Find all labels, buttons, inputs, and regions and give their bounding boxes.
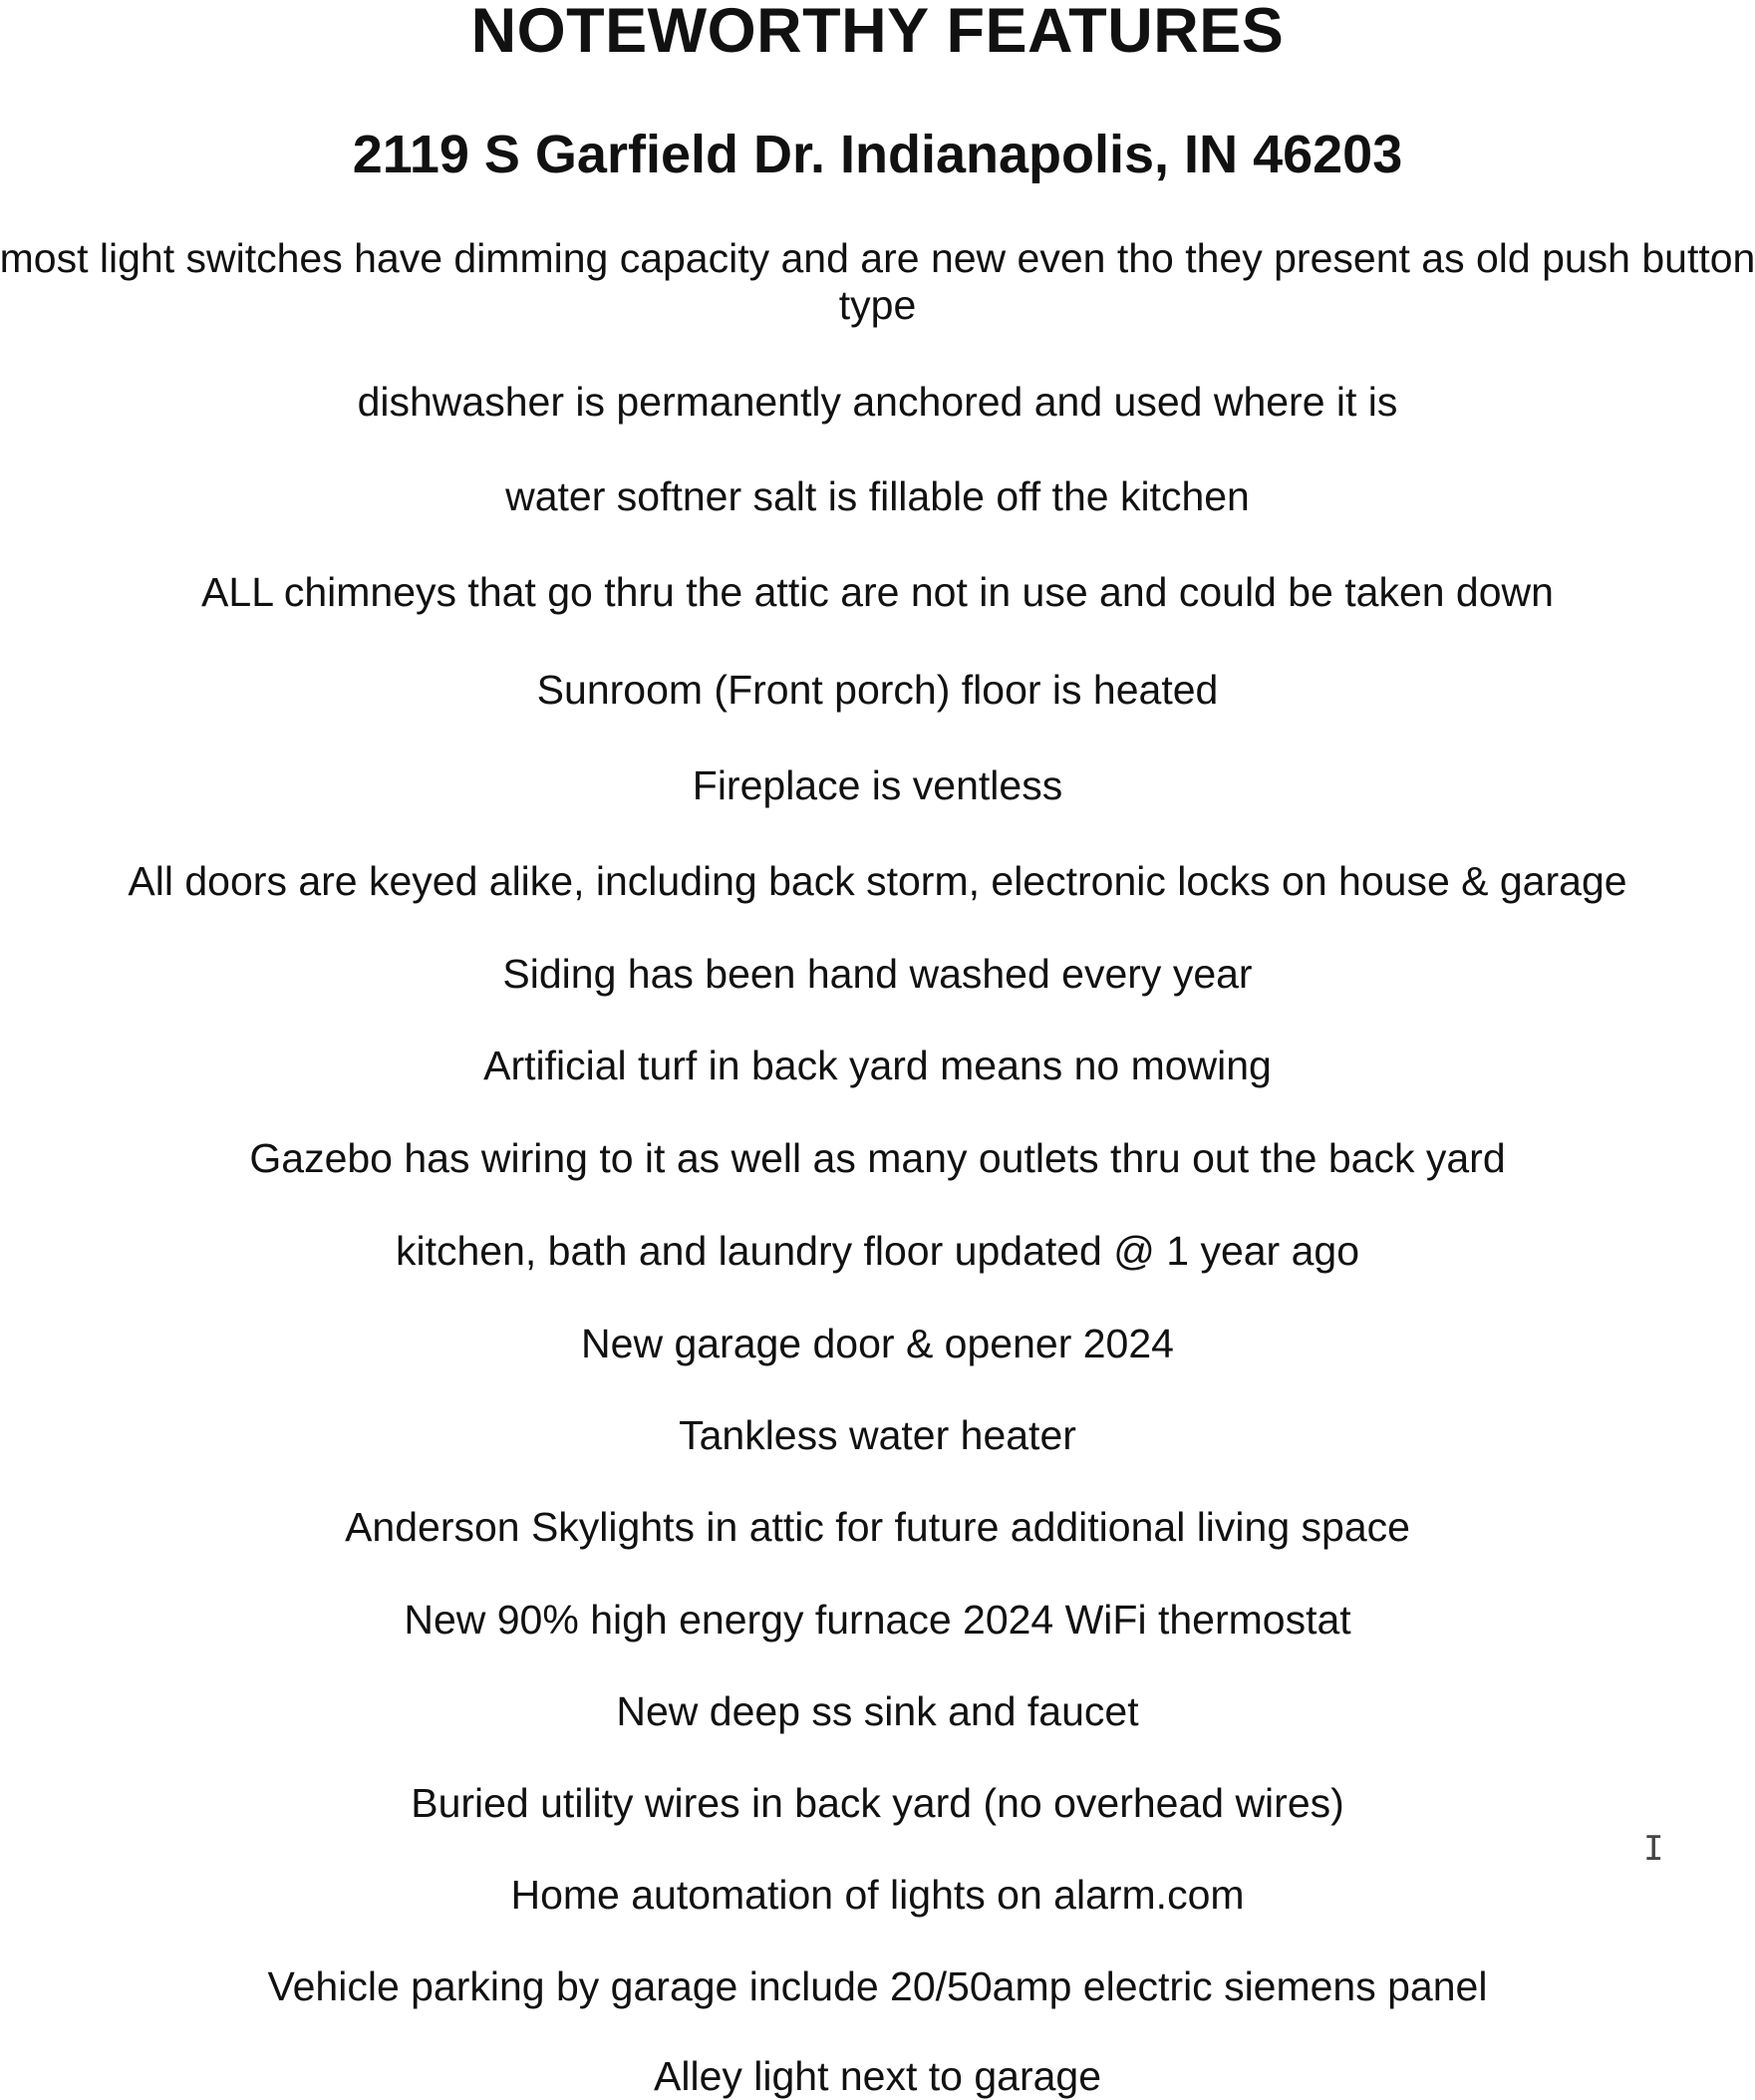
feature-item-home-automation: Home automation of lights on alarm.com xyxy=(510,1872,1245,1918)
feature-item-vehicle-parking: Vehicle parking by garage include 20/50amp electric siemens panel xyxy=(267,1963,1488,2009)
feature-item-alley-light: Alley light next to garage xyxy=(654,2053,1101,2099)
feature-item-fireplace: Fireplace is ventless xyxy=(692,762,1063,808)
feature-item-doors: All doors are keyed alike, including back storm, electronic locks on house & garage xyxy=(128,858,1627,904)
document-title: NOTEWORTHY FEATURES xyxy=(470,0,1285,66)
feature-item-utility-wires: Buried utility wires in back yard (no overhead wires) xyxy=(411,1780,1344,1826)
feature-item-sink: New deep ss sink and faucet xyxy=(616,1688,1139,1734)
feature-item-light-switches: most light switches have dimming capacity and are new even tho they present as old push button type xyxy=(0,235,1755,328)
feature-item-furnace: New 90% high energy furnace 2024 WiFi thermostat xyxy=(404,1597,1351,1643)
feature-item-skylights: Anderson Skylights in attic for future additional living space xyxy=(345,1504,1410,1550)
text-cursor-icon: I xyxy=(1643,1829,1664,1869)
feature-item-siding: Siding has been hand washed every year xyxy=(502,951,1253,997)
feature-item-sunroom: Sunroom (Front porch) floor is heated xyxy=(536,667,1219,713)
feature-item-artificial-turf: Artificial turf in back yard means no mowing xyxy=(483,1043,1272,1088)
feature-item-garage-door: New garage door & opener 2024 xyxy=(581,1321,1174,1366)
feature-item-floors: kitchen, bath and laundry floor updated @ 1 year ago xyxy=(395,1228,1360,1274)
feature-item-dishwasher: dishwasher is permanently anchored and used where it is xyxy=(357,379,1398,425)
property-address: 2119 S Garfield Dr. Indianapolis, IN 46203 xyxy=(352,125,1403,184)
feature-item-gazebo: Gazebo has wiring to it as well as many outlets thru out the back yard xyxy=(249,1135,1506,1181)
feature-item-chimneys: ALL chimneys that go thru the attic are not in use and could be taken down xyxy=(201,569,1554,615)
feature-item-water-heater: Tankless water heater xyxy=(679,1412,1076,1458)
feature-item-water-softener: water softner salt is fillable off the kitchen xyxy=(505,473,1250,519)
